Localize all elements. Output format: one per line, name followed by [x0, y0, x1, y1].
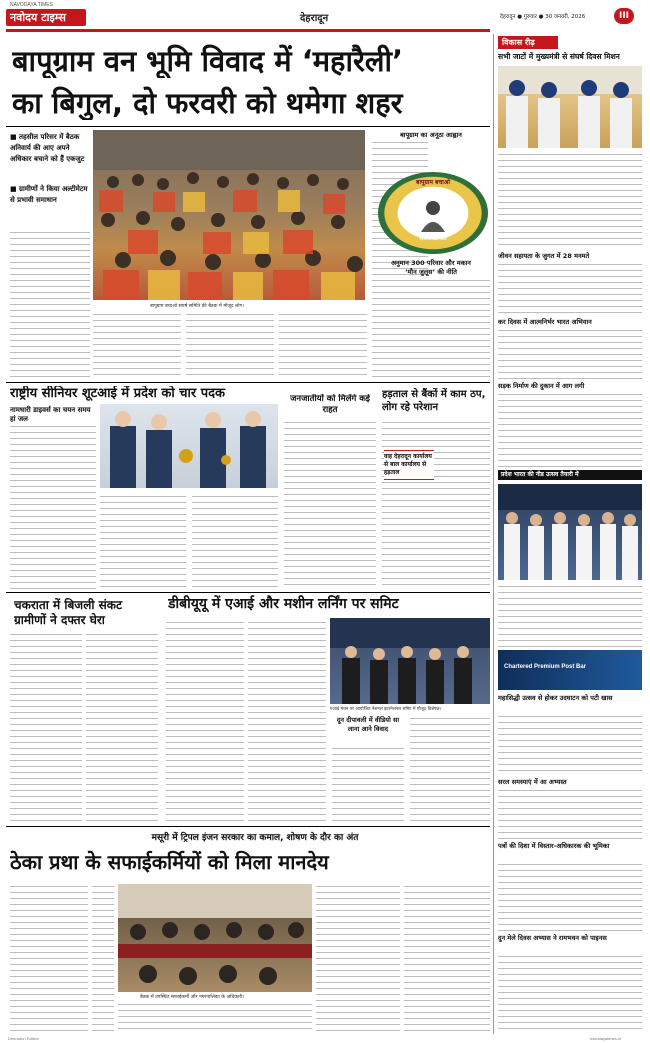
middle-body-2	[372, 278, 490, 378]
right-story-4: सड़क निर्माण की दुकान में आग लगी	[498, 382, 585, 390]
right-ad	[498, 650, 642, 690]
ai-body-2	[248, 620, 326, 822]
masthead-small-label: NAVODAYA TIMES	[10, 2, 53, 8]
sangharsh-banner	[378, 172, 488, 254]
right-body-5	[498, 584, 642, 648]
lead-headline-1: बापूग्राम वन भूमि विवाद में ‘महारैली’	[12, 44, 404, 78]
right-photo-2	[498, 484, 642, 580]
middle-kicker: बापूग्राम का अनूठा आह्वान	[400, 131, 462, 139]
shooting-body-3	[192, 494, 278, 590]
hadtal-quote: वाह देहरादून कार्यालय से बाल कार्यालय से हड़ताल	[384, 450, 434, 480]
right-body-9	[498, 954, 642, 1034]
right-body-4	[498, 392, 642, 468]
lead-photo	[93, 130, 365, 300]
bottom-body-1	[10, 884, 88, 1034]
ai-summit-photo	[330, 618, 490, 704]
right-body-7	[498, 788, 642, 840]
hadtal-headline: हड़ताल से बैंकों में काम ठप, लोग रहे परेशान	[382, 389, 486, 413]
lead-body-col-1	[10, 230, 90, 378]
bottom-rule	[6, 826, 490, 827]
bottom-headline: ठेका प्रथा के सफाईकर्मियों को मिला मानदेय	[10, 850, 329, 874]
right-body-8	[498, 862, 642, 932]
lead-bullet-2: ■ ग्रामीणों ने किया अल्टीमेटम से प्रभावी समाधान	[10, 185, 88, 204]
ai-summit-caption: एआई मंथन पर आयोजित नेशनल इंटरनेशनल समिट में मौजूद विशेषज्ञ।	[330, 707, 442, 712]
right-story-3: कर दिवस में आत्मनिर्भर भारत अभियान	[498, 318, 592, 326]
bottom-kicker: मसूरी में ट्रिपल इंजन सरकार का कमाल, शोषण के दौर का अंत	[151, 833, 359, 843]
ai-summit-headline: डीबीयूयू में एआई और मशीन लर्निंग पर समिट	[168, 596, 399, 612]
jal-headline: जनजातीयों को मिलेंगे कई राहत	[290, 394, 370, 415]
chakrata-body-2	[86, 632, 158, 822]
ai-body-4	[410, 716, 490, 822]
right-column-rule	[493, 34, 494, 1034]
banner-top-text: बापूग्राम बचाओ	[416, 179, 450, 186]
right-label: विकास रीढ़	[498, 36, 558, 49]
shooting-body-1	[10, 424, 96, 590]
side-box-heading-2: ‘मौन जुलूस’ की नीति	[405, 268, 457, 276]
hadtal-body	[382, 420, 490, 590]
lead-bullet-1: ■ तहसील परिसर में बैठक अनिवार्य की आए अपने अधिकार बचाने को हैं एकजुट	[10, 133, 85, 163]
shooting-body-2	[100, 494, 186, 590]
bottom-body-5	[404, 884, 490, 1034]
lead-body-col-2	[93, 312, 181, 378]
bottom-body-4	[316, 884, 400, 1034]
right-headline: सभी जाटों में मुख्यमंत्री से संघर्ष दिवस मिशन	[498, 52, 620, 61]
shooting-headline: राष्ट्रीय सीनियर शूटआई में प्रदेश को चार पदक	[10, 386, 225, 401]
footer-right: navodayatimes.in	[590, 1036, 622, 1041]
shooting-sub: नामधारी डाइवर्स का चयन समय हां जल	[10, 406, 91, 423]
chakrata-body-1	[10, 632, 82, 822]
lead-photo-caption: बापूग्राम बचाओ संघर्ष समिति की बैठक में मौजूद लोग।	[150, 304, 245, 309]
page-number: III	[614, 8, 634, 24]
ai-body-3	[332, 746, 404, 822]
right-story-8: पत्रों की दिशा में विस्तार-अधिकारक की भूमिका	[498, 842, 610, 850]
right-body-6	[498, 714, 642, 776]
right-story-6: महासिद्धी उत्सव से होकर उदघाटन को पटी खास	[498, 694, 613, 702]
right-body-2	[498, 262, 642, 316]
chakrata-headline-2: ग्रामीणों ने दफ्तर घेरा	[14, 613, 105, 627]
bottom-body-2	[92, 884, 114, 1034]
right-body-3	[498, 328, 642, 380]
right-story-5: प्रदेश भारत की नीड उत्सव तैयारी में	[498, 470, 642, 480]
lead-body-col-4	[279, 312, 367, 378]
ai-body-1	[166, 620, 244, 822]
banner-bottom-text: संघर्ष समिति	[419, 235, 447, 242]
footer-left: Dehradun Edition	[8, 1036, 39, 1041]
side-box-heading: अनुमान 300 परिवार और मकान	[391, 259, 471, 267]
bottom-body-3	[118, 1002, 312, 1034]
dateline: देहरादून ● गुरुवार ● 30 जनवरी, 2026	[500, 14, 586, 20]
masthead-rule	[6, 29, 490, 32]
city-label: देहरादून	[300, 13, 329, 24]
bottom-photo	[118, 884, 312, 992]
right-story-9: दुन मेले दिवस अभ्यास ने रामभवन को पाइनस	[498, 934, 607, 942]
jal-body	[284, 420, 376, 590]
right-ad-label: Chartered Premium Post Bar	[504, 664, 587, 670]
lead-headline-2: का बिगुल, दो फरवरी को थमेगा शहर	[12, 86, 403, 120]
right-story-2: जीवन सहायता के जुगत में 28 मनमते	[498, 252, 590, 260]
shooting-photo	[100, 404, 278, 488]
lead-rule	[6, 126, 490, 127]
bottom-caption: बैठक में उपस्थित सफाईकर्मी और नगरपालिका के अधिकारी।	[140, 995, 245, 1000]
shooting-rule	[6, 382, 490, 383]
paper-name: नवोदय टाइम्स	[10, 11, 66, 24]
right-story-7: सरल समस्याएं में आ अभ्यस्त	[498, 778, 567, 786]
chakrata-rule	[6, 592, 490, 593]
right-photo-1	[498, 66, 642, 148]
ai-side-head: दून दीपावली में वीडियो सा लाना आने विवाद	[336, 716, 400, 733]
chakrata-headline-1: चकराता में बिजली संकट	[14, 598, 122, 612]
right-body-1	[498, 152, 642, 248]
lead-body-col-3	[186, 312, 274, 378]
masthead	[0, 0, 650, 30]
